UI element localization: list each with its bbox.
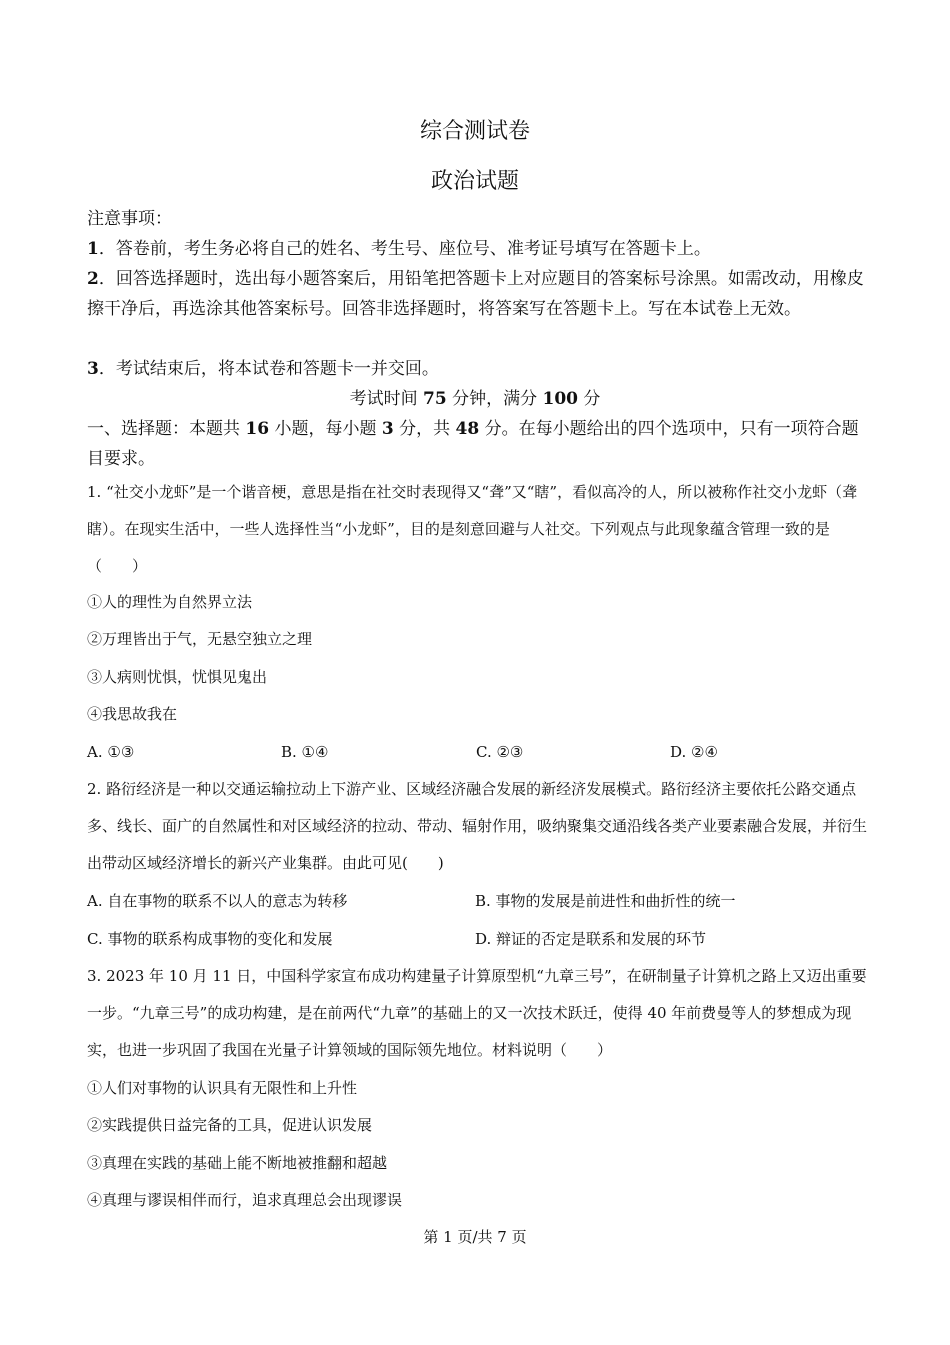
question-1-option-b: B. ①④ [281, 743, 329, 761]
question-2-option-b: B. 事物的发展是前进性和曲折性的统一 [475, 892, 736, 910]
section-1-text-a: 一、选择题：本题共 [87, 419, 246, 439]
notice-item-1-number: 1 [87, 239, 99, 259]
question-3-item-2: ②实践提供日益完备的工具，促进认识发展 [87, 1116, 373, 1134]
notice-item-1 [87, 234, 867, 264]
question-2-option-c: C. 事物的联系构成事物的变化和发展 [87, 930, 333, 948]
notice-item-1-text: ．答卷前，考生务必将自己的姓名、考生号、座位号、准考证号填写在答题卡上。 [98, 239, 711, 259]
section-1-points-each: 3 [381, 419, 394, 439]
notice-heading: 注意事项： [87, 209, 172, 229]
exam-time-minutes: 75 [423, 389, 447, 409]
question-3-stem: 3. 2023 年 10 月 11 日，中国科学家宣布成功构建量子计算原型机“九章三号”，在研制量子计算机之路上又迈出重要一步。“九章三号”的成功构建，是在前两代“九章”的基础上的又一次技术跃迁，使得 40 年前费曼等人的梦想成为现实，也进一步巩固了我国在光量子计算领域的国际领先地位。材料说明（ ） [87, 967, 867, 1059]
question-1-option-d: D. ②④ [670, 743, 718, 761]
question-1-stem: 1. “社交小龙虾”是一个谐音梗，意思是指在社交时表现得又“聋”又“瞎”，看似高冷的人，所以被称作社交小龙虾（聋瞎）。在现实生活中，一些人选择性当“小龙虾”，目的是刻意回避与人社交。下列观点与此现象蕴含管理一致的是（ ） [87, 483, 858, 575]
section-1-total-points: 48 [455, 419, 480, 439]
exam-time-prefix: 考试时间 [349, 389, 423, 409]
notice-item-2-number: 2 [87, 269, 99, 289]
notice-item-3 [87, 354, 867, 384]
question-1-item-3: ③人病则忧惧，忧惧见鬼出 [87, 668, 268, 686]
notice-item-2 [87, 264, 867, 324]
question-3-item-3: ③真理在实践的基础上能不断地被推翻和超越 [87, 1154, 388, 1172]
exam-subject: 政治试题 [430, 169, 519, 194]
notice-item-3-number: 3 [87, 359, 99, 379]
question-1-item-2: ②万理皆出于气，无悬空独立之理 [87, 630, 313, 648]
question-3-item-1: ①人们对事物的认识具有无限性和上升性 [87, 1079, 358, 1097]
notice-item-3-text: ．考试结束后，将本试卷和答题卡一并交回。 [98, 359, 439, 379]
section-1-heading [87, 414, 867, 474]
question-3-item-4: ④真理与谬误相伴而行，追求真理总会出现谬误 [87, 1191, 403, 1209]
exam-time-suffix: 分 [577, 389, 601, 409]
exam-time-line [0, 384, 950, 414]
exam-total-score: 100 [542, 389, 578, 409]
exam-title: 综合测试卷 [419, 119, 530, 144]
question-1-item-1: ①人的理性为自然界立法 [87, 593, 253, 611]
section-1-text-b: 小题，每小题 [269, 419, 382, 439]
notice-item-2-text: ．回答选择题时，选出每小题答案后，用铅笔把答题卡上对应题目的答案标号涂黑。如需改动，用橡皮擦干净后，再选涂其他答案标号。回答非选择题时，将答案写在答题卡上。写在本试卷上无效。 [87, 269, 864, 319]
question-2-option-d: D. 辩证的否定是联系和发展的环节 [475, 930, 707, 948]
section-1-text-d: 分。在每小题给出的四个选项中，只有一项符合题目要求。 [87, 419, 859, 469]
question-1-option-a: A. ①③ [87, 743, 135, 761]
section-1-text-c: 分，共 [393, 419, 456, 439]
section-1-question-count: 16 [245, 419, 270, 439]
question-2-option-a: A. 自在事物的联系不以人的意志为转移 [87, 892, 348, 910]
page-footer: 第 1 页/共 7 页 [423, 1228, 527, 1246]
question-1-item-4: ④我思故我在 [87, 705, 178, 723]
question-2-stem: 2. 路衍经济是一种以交通运输拉动上下游产业、区域经济融合发展的新经济发展模式。路衍经济主要依托公路交通点多、线长、面广的自然属性和对区域经济的拉动、带动、辐射作用，吸纳聚集交通沿线各类产业要素融合发展，并衍生出带动区域经济增长的新兴产业集群。由此可见( ) [87, 780, 868, 872]
exam-time-middle: 分钟，满分 [446, 389, 543, 409]
question-1-option-c: C. ②③ [476, 743, 524, 761]
